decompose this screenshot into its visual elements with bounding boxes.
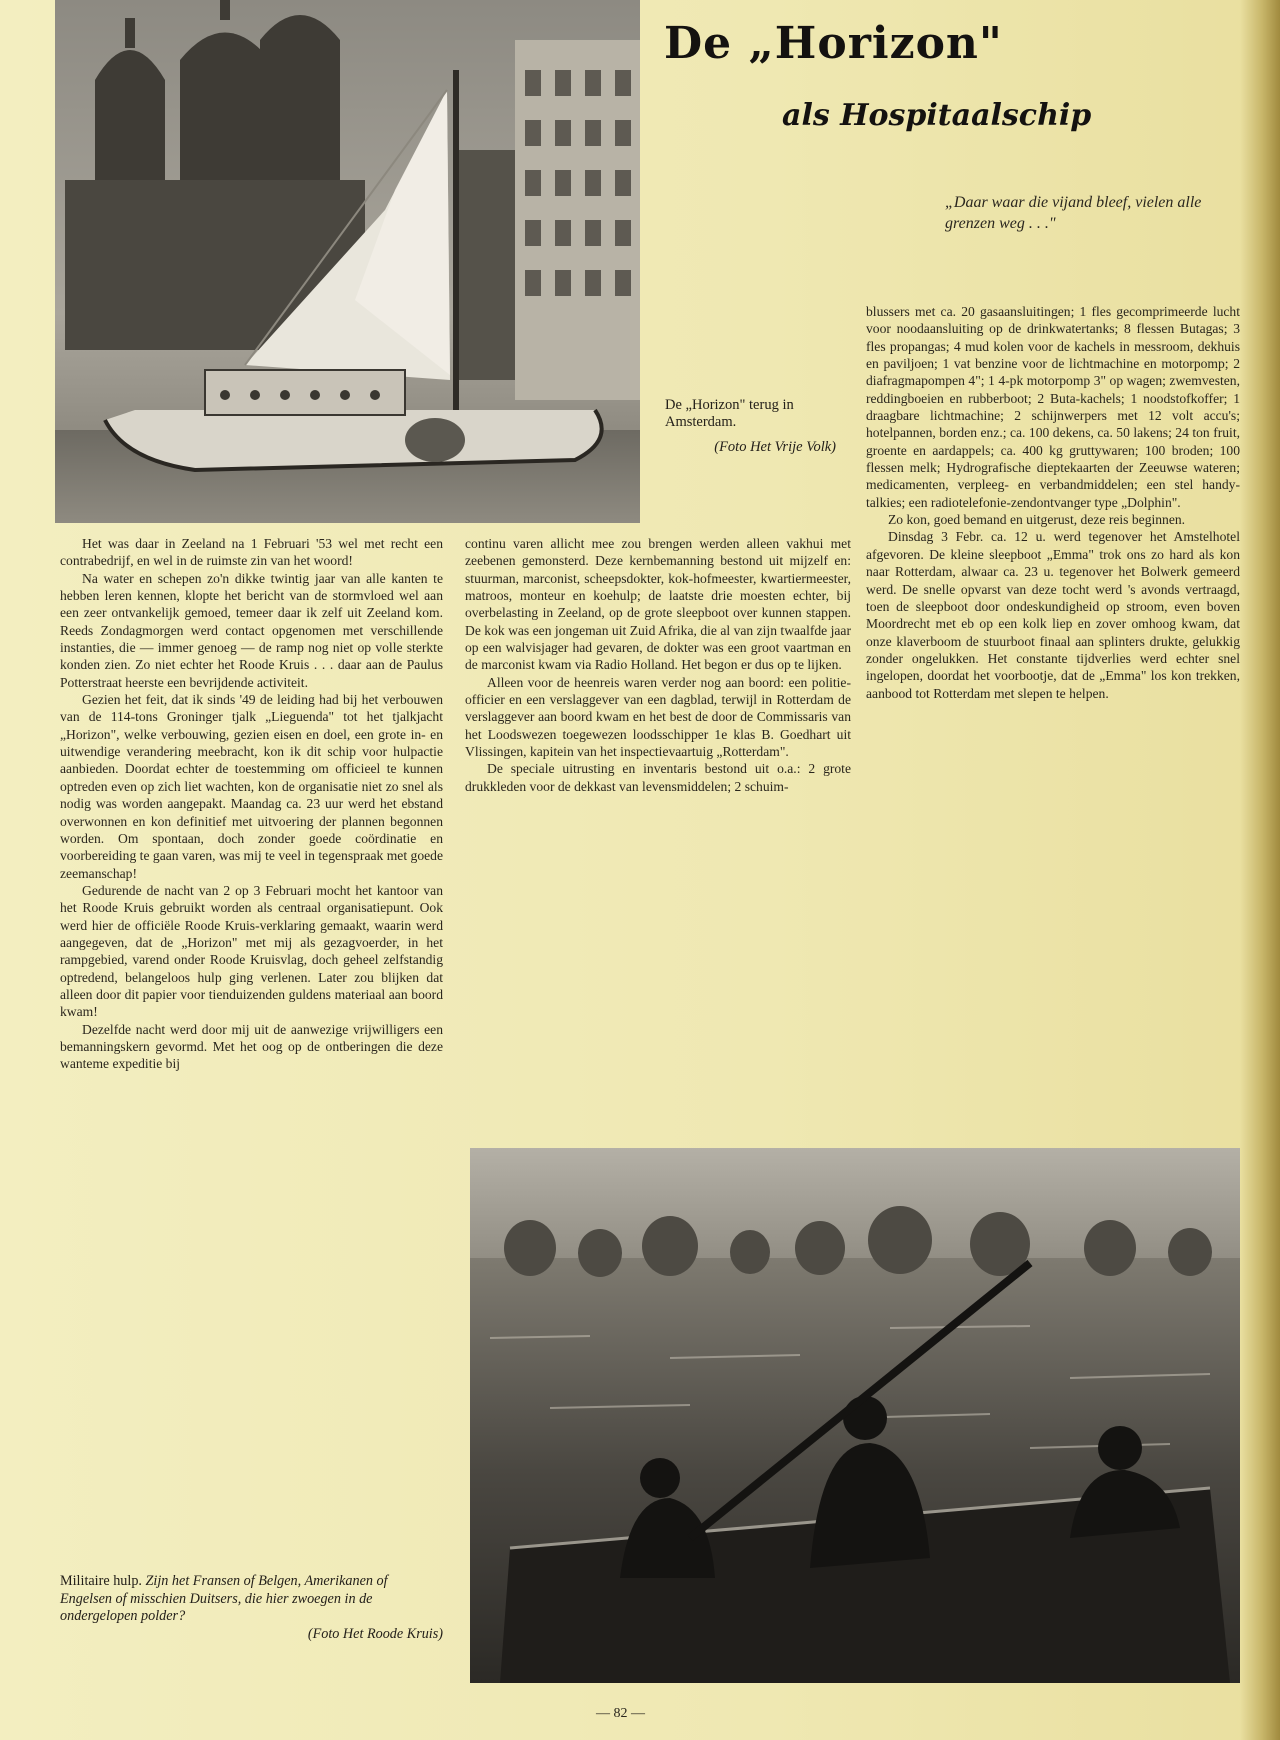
paragraph: Gezien het feit, dat ik sinds '49 de leiding had bij het verbouwen van de 114-tons Groninger tjalk „Lieguenda" tot het tjalkjacht „Horizon", welke verbouwing, gezien eisen en doel, een grote in- en uitwendige verandering meebracht, kon ik dit schip voor hulpactie aanbieden. Doordat echter de toestemming om officieel te kunnen optreden even op zich liet wachten, kon de organisatie niet zo snel als nodig was worden aangepakt. Maandag ca. 23 uur werd het ebstand overwonnen en kon definitief met uitvoering der plannen begonnen worden. Om spontaan, doch zonder goede coördinatie en voorbereiding te gaan varen, was mij te veel in tegenspraak met goede zeemanschap!	[60, 692, 443, 881]
page-edge-shadow	[1240, 0, 1280, 1740]
photo-top-caption	[665, 397, 840, 456]
ship-photo-illustration	[55, 0, 640, 523]
paragraph: Na water en schepen zo'n dikke twintig jaar van alle kanten te hebben leren kennen, klopte het bericht van de stormvloed wel aan een zeer ontvankelijk gemoed, temeer daar ik zelf uit Zeeland kom. Reeds Zondagmorgen werd contact opgenomen met verschillende instanties, die — immer genoeg — de ramp nog niet op volle sterkte konden zien. Zo niet echter het Roode Kruis . . . daar aan de Paulus Potterstraat heerste een bevrijdende activiteit.	[60, 570, 443, 690]
text-column-1	[60, 535, 443, 1073]
photo-bottom-caption-lead: Militaire hulp.	[60, 1573, 142, 1589]
paragraph: Gedurende de nacht van 2 op 3 Februari mocht het kantoor van het Roode Kruis gebruikt worden als centraal organisatiepunt. Ook werd hier de officiële Roode Kruis-verklaring gemaakt, waarin werd aangegeven, dat de „Horizon" met mij als gezagvoerder, in het rampgebied, varend onder Roode Kruisvlag, doch geheel zelfstandig optredend, belangeloos hulp ging verlenen. Later zou blijken dat alleen door dit papier voor tienduizenden guldens materiaal aan boord kwam!	[60, 882, 443, 1020]
photo-horizon-amsterdam	[55, 0, 640, 523]
flood-photo-illustration	[470, 1148, 1240, 1683]
paragraph: Dinsdag 3 Febr. ca. 12 u. werd tegenover het Amstelhotel afgevoren. De kleine sleepboot „Emma" trok ons zo hard als kon naar Rotterdam, alwaar ca. 23 u. tegenover het Bolwerk gemeerd werd. De snelle opvarst van deze tocht werd 's avonds vertraagd, toen de sleepboot door ondeskundigheid op stroom, even boven Moordrecht met eb op een kolk liep en zover omhoog kwam, dat onze klaverboom de stuurboot finaal aan splinters drukte, gelukkig zonder ongelukken. Het constante tijdverlies werd echter snel ingelopen, doordat het voorbootje, dat de „Emma" los kon trekken, aanbood tot Rotterdam met slepen te helpen.	[866, 529, 1240, 701]
photo-bottom-caption-text: Zijn het Fransen of Belgen, Amerikanen of Engelsen of misschien Duitsers, die hier zwoegen in de ondergelopen polder?	[60, 1573, 388, 1624]
article-title: De „Horizon"	[664, 18, 1003, 69]
text-column-3	[866, 303, 1240, 702]
photo-bottom-caption	[60, 1573, 443, 1643]
paragraph: continu varen allicht mee zou brengen werden alleen vakhui met zeebenen gemonsterd. Deze kernbemanning bestond uit mijzelf en: stuurman, marconist, scheepsdokter, kok-hofmeester, kwartiermeester, matroos, monteur en koehulp; de laatste drie moesten echter, bij overbelasting in Zeeland, op de grote sleepboot over kunnen stappen. De kok was een jongeman uit Zuid Afrika, die al van zijn twaalfde jaar op een walvisjager had gevaren, de dokter was een groot vaartman en de marconist kwam via Radio Holland. Het begon er dus op te lijken.	[465, 536, 851, 673]
paragraph: Dezelfde nacht werd door mij uit de aanwezige vrijwilligers een bemanningskern gevormd. Met het oog op de ontberingen die deze wanteme expeditie bij	[60, 1021, 443, 1072]
photo-flooded-polder	[470, 1148, 1240, 1683]
paragraph: Het was daar in Zeeland na 1 Februari '53 wel met recht een contrabedrijf, en wel in de ruimste zin van het woord!	[60, 536, 443, 569]
paragraph: De speciale uitrusting en inventaris bestond uit o.a.: 2 grote drukkleden voor de dekkast van levensmiddelen; 2 schuim-	[465, 761, 851, 794]
page-number: — 82 —	[596, 1706, 645, 1721]
article-subtitle: als Hospitaalschip	[782, 98, 1092, 133]
article-motto: „Daar waar die vijand bleef, vielen alle grenzen weg . . ."	[945, 194, 1202, 232]
paragraph: Alleen voor de heenreis waren verder nog aan boord: een politie-officier en een verslaggever van een dagblad, terwijl in Rotterdam de verslaggever aan boord kwam en het best de door de Commissaris van het Loodswezen toegewezen loodsschipper 1e klas B. Goedhart uit Vlissingen, kapitein van het inspectievaartuig „Rotterdam".	[465, 674, 851, 760]
photo-bottom-credit: (Foto Het Roode Kruis)	[307, 1625, 443, 1642]
photo-top-caption-text: De „Horizon" terug in Amsterdam.	[665, 397, 794, 430]
paragraph: Zo kon, goed bemand en uitgerust, deze reis beginnen.	[888, 512, 1186, 528]
photo-top-credit: (Foto Het Vrije Volk)	[714, 439, 836, 455]
text-column-2	[465, 535, 851, 795]
paragraph: blussers met ca. 20 gasaansluitingen; 1 fles gecomprimeerde lucht voor noodaansluiting op de drinkwatertanks; 8 flessen Butagas; 3 fles propangas; 4 mud kolen voor de kachels in messroom, dekhuis en paviljoen; 1 vat benzine voor de lichtmachine en motorpomp; 2 diafragmapompen 4"; 1 4-pk motorpomp 3" op wagen; zwemvesten, reddingboeien en rubberboot; 2 Buta-kachels; 1 noodstofkoffer; 1 draagbare lichtmachine; 2 schijnwerpers met 12 volt accu's; hotelpannen, borden enz.; ca. 100 dekens, ca. 50 lakens; 24 ton fruit, groente en aardappels; ca. 400 kg gruttywaren; 100 broden; 100 flessen melk; Hydrografische dieptekaarten der Zeeuwse wateren; medicamenten, verpleeg- en verbandmiddelen; een stel handy-talkies; een radiotelefonie-zendontvanger type „Dolphin".	[866, 304, 1240, 510]
